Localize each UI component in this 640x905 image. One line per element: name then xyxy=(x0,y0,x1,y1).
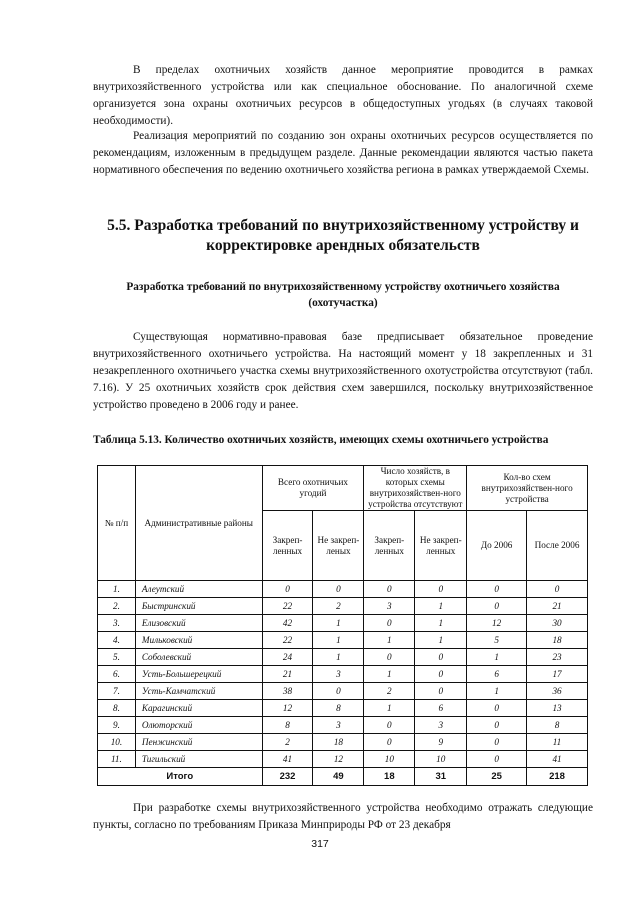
district-name: Алеутский xyxy=(135,581,262,598)
table-caption: Таблица 5.13. Количество охотничьих хозяйств, имеющих схемы охотничьего устройства xyxy=(93,434,549,446)
missing-not-fixed: 1 xyxy=(415,632,467,649)
missing-not-fixed: 9 xyxy=(415,734,467,751)
header-num: № п/п xyxy=(98,466,136,581)
table-row xyxy=(98,666,588,683)
fixed-lands: 12 xyxy=(262,700,313,717)
not-fixed-lands: 0 xyxy=(313,581,364,598)
row-num: 5. xyxy=(98,649,136,666)
table-row xyxy=(98,700,588,717)
total-fixed: 232 xyxy=(262,768,313,786)
schemes-after-2006: 36 xyxy=(527,683,588,700)
row-num: 10. xyxy=(98,734,136,751)
missing-fixed: 0 xyxy=(364,649,415,666)
header-fixed: Закреп-ленных xyxy=(262,511,313,581)
table-row xyxy=(98,751,588,768)
schemes-after-2006: 21 xyxy=(527,598,588,615)
district-name: Усть-Камчатский xyxy=(135,683,262,700)
missing-fixed: 0 xyxy=(364,581,415,598)
missing-fixed: 0 xyxy=(364,734,415,751)
fixed-lands: 38 xyxy=(262,683,313,700)
missing-not-fixed: 10 xyxy=(415,751,467,768)
schemes-before-2006: 6 xyxy=(467,666,527,683)
schemes-after-2006: 8 xyxy=(527,717,588,734)
row-num: 7. xyxy=(98,683,136,700)
table-row xyxy=(98,717,588,734)
header-not-fixed-2: Не закреп-ленных xyxy=(415,511,467,581)
not-fixed-lands: 2 xyxy=(313,598,364,615)
schemes-after-2006: 17 xyxy=(527,666,588,683)
district-name: Мильковский xyxy=(135,632,262,649)
row-num: 6. xyxy=(98,666,136,683)
schemes-after-2006: 13 xyxy=(527,700,588,717)
missing-not-fixed: 0 xyxy=(415,581,467,598)
total-label: Итого xyxy=(98,768,263,786)
header-fixed-2: Закреп-ленных xyxy=(364,511,415,581)
district-name: Пенжинский xyxy=(135,734,262,751)
schemes-before-2006: 0 xyxy=(467,598,527,615)
missing-fixed: 3 xyxy=(364,598,415,615)
schemes-before-2006: 0 xyxy=(467,700,527,717)
sub-heading: Разработка требований по внутрихозяйственному устройству охотничьего хозяйства (охотучастка) xyxy=(126,281,560,309)
header-after-2006: После 2006 xyxy=(527,511,588,581)
missing-fixed: 10 xyxy=(364,751,415,768)
fixed-lands: 21 xyxy=(262,666,313,683)
total-not-fixed: 49 xyxy=(313,768,364,786)
table-header-row-1 xyxy=(98,466,588,511)
total-after-2006: 218 xyxy=(527,768,588,786)
missing-fixed: 2 xyxy=(364,683,415,700)
row-num: 3. xyxy=(98,615,136,632)
not-fixed-lands: 8 xyxy=(313,700,364,717)
missing-fixed: 1 xyxy=(364,700,415,717)
row-num: 9. xyxy=(98,717,136,734)
table-row xyxy=(98,598,588,615)
schemes-before-2006: 0 xyxy=(467,734,527,751)
section-heading: 5.5. Разработка требований по внутрихозяйственному устройству и корректировке арендных обязательств xyxy=(107,217,579,254)
total-before-2006: 25 xyxy=(467,768,527,786)
schemes-before-2006: 0 xyxy=(467,751,527,768)
not-fixed-lands: 12 xyxy=(313,751,364,768)
missing-fixed: 1 xyxy=(364,666,415,683)
paragraph-2: Реализация мероприятий по созданию зон охраны охотничьих ресурсов осуществляется по рекомендациям, изложенным в предыдущем разделе. Данные рекомендации являются частью пакета нормативного обеспечения по ведению охотничьего хозяйства региона в рамках утверждаемой Схемы. xyxy=(93,130,593,176)
row-num: 11. xyxy=(98,751,136,768)
fixed-lands: 22 xyxy=(262,598,313,615)
not-fixed-lands: 1 xyxy=(313,649,364,666)
schemes-before-2006: 12 xyxy=(467,615,527,632)
not-fixed-lands: 0 xyxy=(313,683,364,700)
missing-fixed: 1 xyxy=(364,632,415,649)
paragraph-1: В пределах охотничьих хозяйств данное мероприятие проводится в рамках внутрихозяйственного устройства или как специальное обоснование. По аналогичной схеме организуется зона охраны охотничьих ресурсов в общедоступных угодьях (в случаях таковой необходимости). xyxy=(93,64,593,127)
missing-not-fixed: 1 xyxy=(415,598,467,615)
header-scheme-count: Кол-во схем внутрихозяйствен-ного устройства xyxy=(467,466,588,511)
schemes-after-2006: 23 xyxy=(527,649,588,666)
schemes-before-2006: 1 xyxy=(467,683,527,700)
table-row xyxy=(98,734,588,751)
header-before-2006: До 2006 xyxy=(467,511,527,581)
not-fixed-lands: 1 xyxy=(313,615,364,632)
district-name: Карагинский xyxy=(135,700,262,717)
schemes-before-2006: 0 xyxy=(467,717,527,734)
missing-not-fixed: 6 xyxy=(415,700,467,717)
hunting-farms-table xyxy=(97,465,588,786)
not-fixed-lands: 3 xyxy=(313,717,364,734)
missing-fixed: 0 xyxy=(364,717,415,734)
not-fixed-lands: 18 xyxy=(313,734,364,751)
total-missing-fixed: 18 xyxy=(364,768,415,786)
schemes-after-2006: 11 xyxy=(527,734,588,751)
not-fixed-lands: 3 xyxy=(313,666,364,683)
schemes-before-2006: 1 xyxy=(467,649,527,666)
missing-not-fixed: 0 xyxy=(415,683,467,700)
missing-fixed: 0 xyxy=(364,615,415,632)
row-num: 1. xyxy=(98,581,136,598)
district-name: Соболевский xyxy=(135,649,262,666)
district-name: Усть-Большерецкий xyxy=(135,666,262,683)
table-total-row xyxy=(98,768,588,786)
fixed-lands: 41 xyxy=(262,751,313,768)
fixed-lands: 0 xyxy=(262,581,313,598)
not-fixed-lands: 1 xyxy=(313,632,364,649)
missing-not-fixed: 0 xyxy=(415,649,467,666)
header-total-lands: Всего охотничьих угодий xyxy=(262,466,364,511)
table-row xyxy=(98,632,588,649)
table-row xyxy=(98,649,588,666)
paragraph-3: Существующая нормативно-правовая базе предписывает обязательное проведение внутрихозяйственного охотничьего устройства. На настоящий момент у 18 закрепленных и 31 незакрепленного охотничьего участка схемы внутрихозяйственного охотустройства отсутствуют (табл. 7.16). У 25 охотничьих хозяйств срок действия схем завершился, поскольку внутрихозяйственное устройство проведено в 2006 году и ранее. xyxy=(93,331,593,411)
header-missing-schemes: Число хозяйств, в которых схемы внутрихозяйствен-ного устройства отсутствуют xyxy=(364,466,467,511)
paragraph-4: При разработке схемы внутрихозяйственного устройства необходимо отражать следующие пункты, согласно по требованиям Приказа Минприроды РФ от 23 декабря xyxy=(93,802,593,831)
missing-not-fixed: 0 xyxy=(415,666,467,683)
page-number: 317 xyxy=(311,838,329,850)
header-district: Административные районы xyxy=(135,466,262,581)
table-row xyxy=(98,581,588,598)
district-name: Быстринский xyxy=(135,598,262,615)
row-num: 8. xyxy=(98,700,136,717)
schemes-after-2006: 18 xyxy=(527,632,588,649)
table-row xyxy=(98,615,588,632)
district-name: Елизовский xyxy=(135,615,262,632)
total-missing-not-fixed: 31 xyxy=(415,768,467,786)
district-name: Олюторский xyxy=(135,717,262,734)
schemes-before-2006: 0 xyxy=(467,581,527,598)
schemes-after-2006: 30 xyxy=(527,615,588,632)
district-name: Тигильский xyxy=(135,751,262,768)
table-body xyxy=(98,581,588,768)
row-num: 4. xyxy=(98,632,136,649)
fixed-lands: 24 xyxy=(262,649,313,666)
header-not-fixed: Не закреп-леных xyxy=(313,511,364,581)
table-row xyxy=(98,683,588,700)
fixed-lands: 42 xyxy=(262,615,313,632)
fixed-lands: 2 xyxy=(262,734,313,751)
fixed-lands: 22 xyxy=(262,632,313,649)
schemes-after-2006: 0 xyxy=(527,581,588,598)
missing-not-fixed: 1 xyxy=(415,615,467,632)
schemes-after-2006: 41 xyxy=(527,751,588,768)
schemes-before-2006: 5 xyxy=(467,632,527,649)
row-num: 2. xyxy=(98,598,136,615)
fixed-lands: 8 xyxy=(262,717,313,734)
missing-not-fixed: 3 xyxy=(415,717,467,734)
